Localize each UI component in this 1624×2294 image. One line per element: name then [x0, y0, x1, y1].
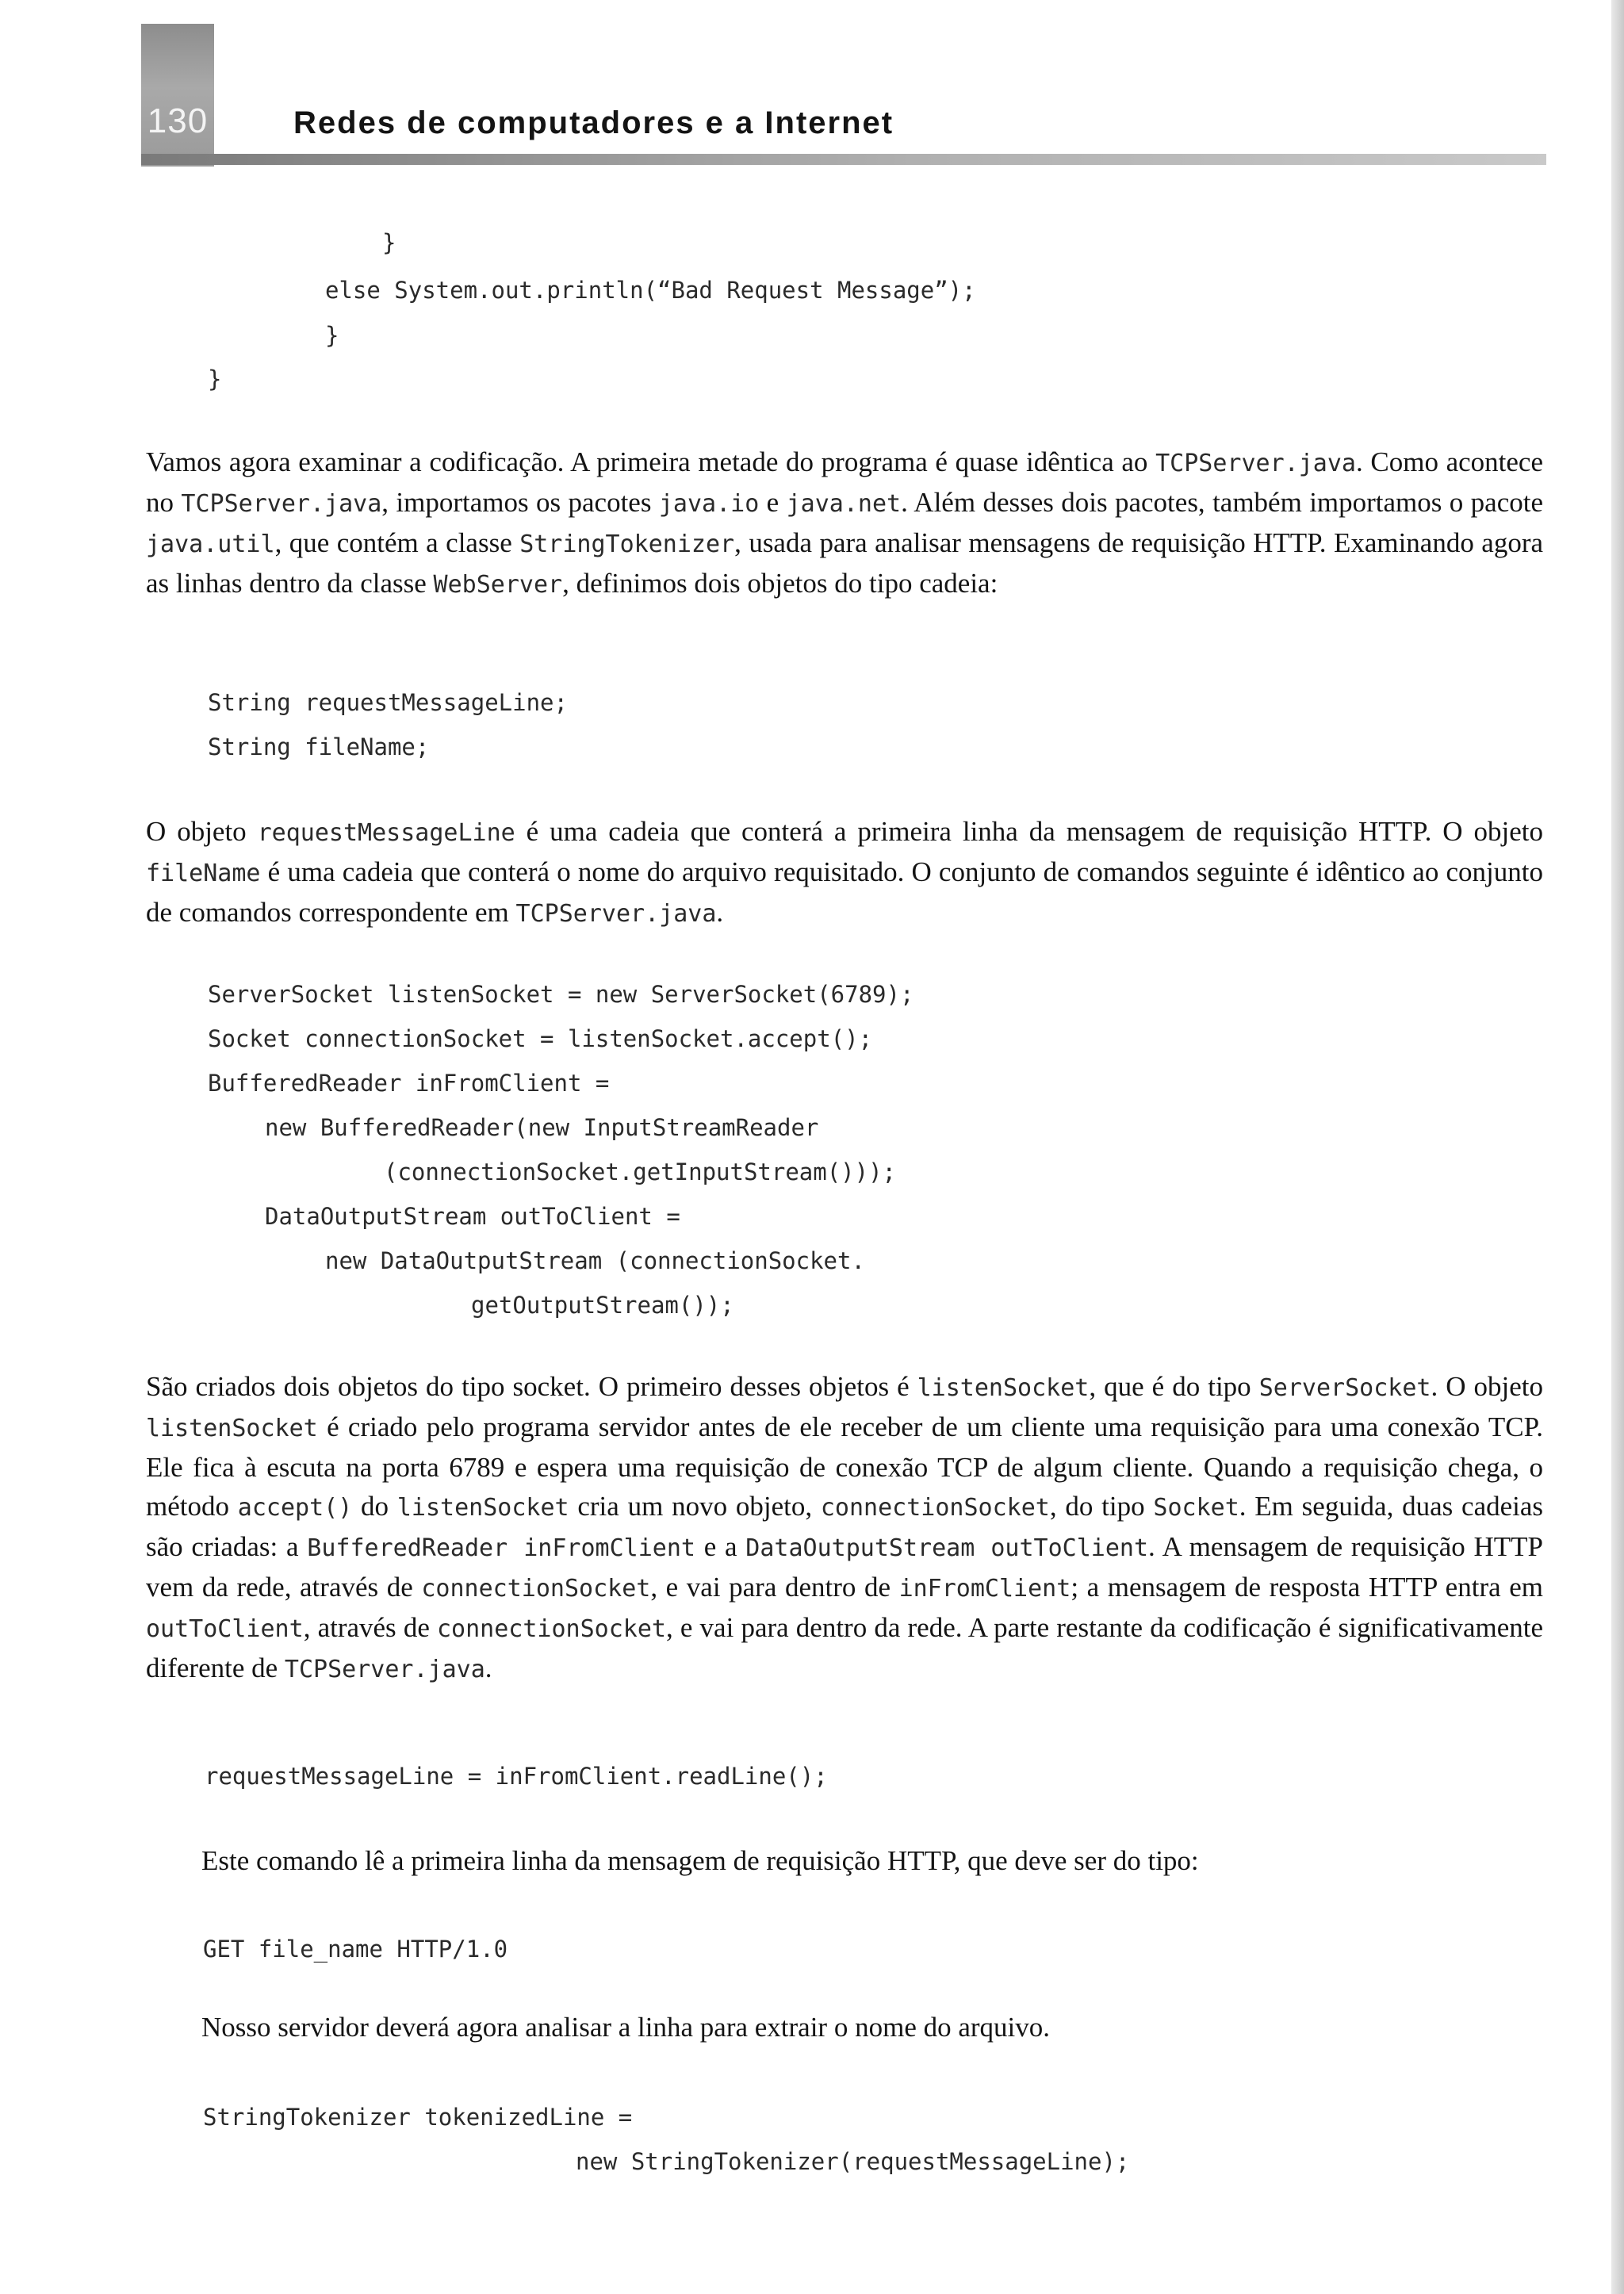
paragraph-text: , importamos os pacotes	[381, 487, 659, 518]
code-line: GET file_name HTTP/1.0	[203, 1936, 508, 1963]
inline-code: java.io	[658, 490, 760, 518]
code-line: getOutputStream());	[471, 1292, 734, 1319]
inline-code: listenSocket	[396, 1494, 569, 1522]
code-line: Socket connectionSocket = listenSocket.accept();	[208, 1025, 873, 1052]
inline-code: outToClient	[146, 1615, 304, 1643]
paragraph-text: O objeto	[146, 816, 258, 847]
inline-code: TCPServer.java	[284, 1656, 485, 1683]
body-paragraph	[146, 812, 1543, 933]
inline-code: connectionSocket	[437, 1615, 666, 1643]
paragraph-text: cria um novo objeto,	[569, 1491, 821, 1522]
code-line: new StringTokenizer(requestMessageLine);	[576, 2148, 1130, 2175]
body-paragraph: Este comando lê a primeira linha da mensagem de requisição HTTP, que deve ser do tipo:	[201, 1845, 1199, 1876]
paragraph-text: . Como acontece no	[146, 446, 1543, 518]
page-number: 130	[147, 101, 209, 140]
code-line: }	[208, 366, 222, 393]
code-line: new DataOutputStream (connectionSocket.	[325, 1247, 865, 1274]
paragraph-text: . O objeto	[1431, 1371, 1543, 1402]
body-paragraph	[146, 442, 1543, 604]
inline-code: accept()	[237, 1494, 353, 1522]
code-line: }	[325, 322, 339, 349]
inline-code: connectionSocket	[421, 1575, 651, 1603]
paragraph-text: , definimos dois objetos do tipo cadeia:	[562, 568, 998, 599]
paragraph-text: é uma cadeia que conterá a primeira linha da mensagem de requisição HTTP. O objeto	[515, 816, 1543, 847]
code-line: String requestMessageLine;	[208, 689, 568, 716]
inline-code: java.net	[786, 490, 902, 518]
header-rule	[141, 154, 1546, 165]
paragraph-text: , através de	[303, 1612, 437, 1643]
inline-code: ServerSocket	[1258, 1374, 1431, 1402]
paragraph-text: é uma cadeia que conterá o nome do arquivo requisitado. O conjunto de comandos seguinte é idêntico ao conjunto de comandos correspondente em	[146, 856, 1543, 928]
code-line: BufferedReader inFromClient =	[208, 1070, 610, 1097]
page-number-tab	[141, 24, 214, 167]
page-header	[0, 0, 1624, 190]
body-paragraph: Nosso servidor deverá agora analisar a linha para extrair o nome do arquivo.	[201, 2012, 1051, 2043]
paragraph-text: Vamos agora examinar a codificação. A primeira metade do programa é quase idêntica ao	[146, 446, 1156, 477]
running-title: Redes de computadores e a Internet	[293, 105, 894, 140]
paragraph-text: , e vai para dentro de	[650, 1572, 899, 1603]
paragraph-text: .	[716, 897, 724, 928]
code-line: StringTokenizer tokenizedLine =	[203, 2104, 633, 2131]
inline-code: listenSocket	[917, 1374, 1090, 1402]
inline-code: TCPServer.java	[181, 490, 382, 518]
code-line: requestMessageLine = inFromClient.readLine();	[205, 1763, 828, 1790]
inline-code: requestMessageLine	[257, 819, 515, 847]
code-line: new BufferedReader(new InputStreamReader	[265, 1114, 819, 1141]
paragraph-text: . Além desses dois pacotes, também importamos o pacote	[901, 487, 1543, 518]
inline-code: connectionSocket	[820, 1494, 1050, 1522]
paragraph-text: é criado pelo programa servidor antes de ele receber de um cliente uma requisição para uma conexão TCP. Ele fica à escuta na porta 6789 e espera uma requisição de conexão TCP de algum cliente. Quando a requisição chega, o método	[146, 1411, 1543, 1522]
paragraph-text: , do tipo	[1049, 1491, 1154, 1522]
paragraph-text: , que contém a classe	[274, 527, 520, 558]
inline-code: TCPServer.java	[1155, 450, 1356, 477]
paragraph-text: , usada para analisar mensagens de requisição HTTP. Examinando agora as linhas dentro da classe	[146, 527, 1544, 599]
inline-code: java.util	[146, 530, 275, 558]
inline-code: DataOutputStream outToClient	[745, 1534, 1149, 1562]
inline-code: Socket	[1153, 1494, 1239, 1522]
paragraph-text: ; a mensagem de resposta HTTP entra em	[1071, 1572, 1543, 1603]
inline-code: WebServer	[433, 571, 563, 599]
inline-code: inFromClient	[898, 1575, 1071, 1603]
body-paragraph	[146, 1367, 1543, 1689]
paragraph-text: São criados dois objetos do tipo socket. O primeiro desses objetos é	[146, 1371, 917, 1402]
paragraph-text: e	[759, 487, 787, 518]
paragraph-text: . A mensagem de requisição HTTP vem da rede, através de	[146, 1531, 1543, 1603]
paragraph-text: , que é do tipo	[1089, 1371, 1259, 1402]
paragraph-text: do	[352, 1491, 397, 1522]
paragraph-text: e a	[695, 1531, 746, 1562]
inline-code: fileName	[146, 860, 261, 887]
code-line: String fileName;	[208, 733, 430, 760]
code-line: DataOutputStream outToClient =	[265, 1203, 680, 1230]
paragraph-text: , e vai para dentro da rede. A parte restante da codificação é significativamente diferente de	[146, 1612, 1544, 1683]
paragraph-text: . Em seguida, duas cadeias são criadas: a	[146, 1491, 1544, 1562]
paragraph-text: .	[485, 1653, 492, 1683]
inline-code: listenSocket	[146, 1415, 318, 1442]
inline-code: BufferedReader inFromClient	[307, 1534, 695, 1562]
code-line: else System.out.println(“Bad Request Message”);	[325, 277, 976, 304]
inline-code: TCPServer.java	[515, 900, 717, 928]
page-edge-shadow	[1611, 0, 1624, 2294]
code-line: ServerSocket listenSocket = new ServerSocket(6789);	[208, 981, 914, 1008]
inline-code: StringTokenizer	[519, 530, 735, 558]
code-line: }	[382, 229, 396, 256]
code-line: (connectionSocket.getInputStream()));	[384, 1158, 897, 1185]
